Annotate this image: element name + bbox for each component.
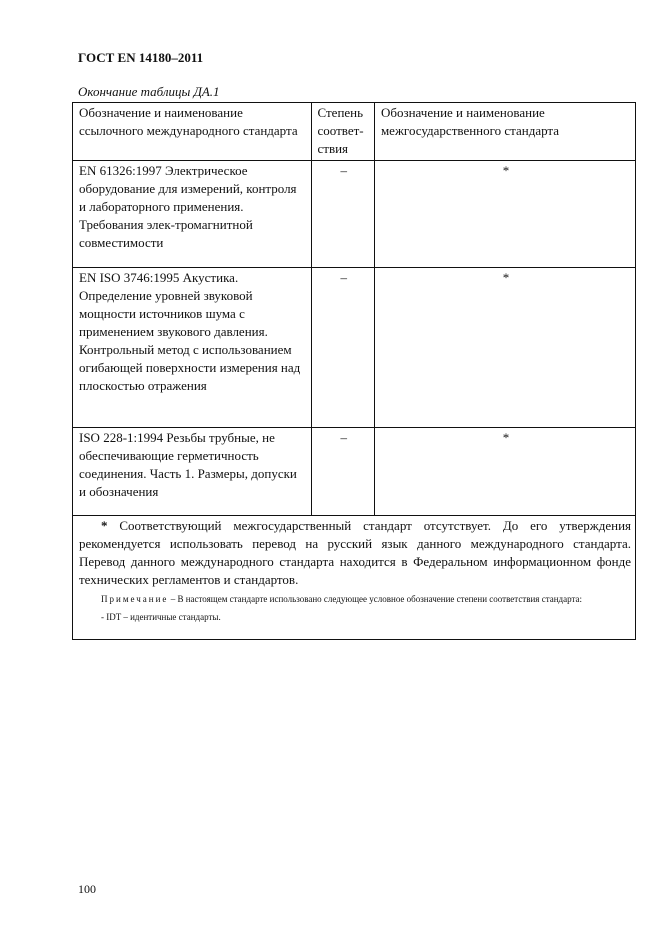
table-row [73,428,636,516]
note-label: Примечание [101,594,169,604]
reference-standard-cell: ISO 228-1:1994 Резьбы трубные, не обеспечивающие герметичность соединения. Часть 1. Размеры, допуски и обозначения [73,428,312,516]
interstate-standard-cell: * [374,268,635,428]
page-number: 100 [78,882,96,896]
note-list-item: - IDT – идентичные стандарты. [101,612,221,622]
interstate-standard-cell: * [374,161,635,268]
table-row [73,268,636,428]
degree-cell: – [311,161,374,268]
reference-standard-cell: EN ISO 3746:1995 Акустика. Определение уровней звуковой мощности источников шума с применением звукового давления. Контрольный метод с использованием огибающей поверхности измерения над плоскостью отражения [73,268,312,428]
degree-cell: – [311,268,374,428]
degree-cell: – [311,428,374,516]
document-header: ГОСТ EN 14180–2011 [78,50,204,65]
footnote-marker: * [101,518,108,533]
column-header-reference: Обозначение и наименование ссылочного международного стандарта [73,103,312,161]
table-caption: Окончание таблицы ДА.1 [78,84,220,99]
table-header-row [73,103,636,161]
column-header-interstate: Обозначение и наименование межгосударственного стандарта [374,103,635,161]
note-paragraph [79,593,631,605]
footnote-body: Соответствующий межгосударственный стандарт отсутствует. До его утверждения рекомендуется использовать перевод на русский язык данного международного стандарта. Перевод данного международного стандарта находится в Федеральном информационном фонде технических регламентов и стандартов. [79,518,632,587]
note-body: – В настоящем стандарте использовано следующее условное обозначение степени соответствия стандарта: [170,594,583,604]
footnote-cell [73,516,636,640]
correspondence-table [72,102,636,640]
reference-standard-cell: EN 61326:1997 Электрическое оборудование для измерений, контроля и лабораторного применения. Требования элек-тромагнитной совместимости [73,161,312,268]
interstate-standard-cell: * [374,428,635,516]
footnote-text [79,517,631,589]
table-footnote-row [73,516,636,640]
column-header-degree: Степень соответ-ствия [311,103,374,161]
table-row [73,161,636,268]
